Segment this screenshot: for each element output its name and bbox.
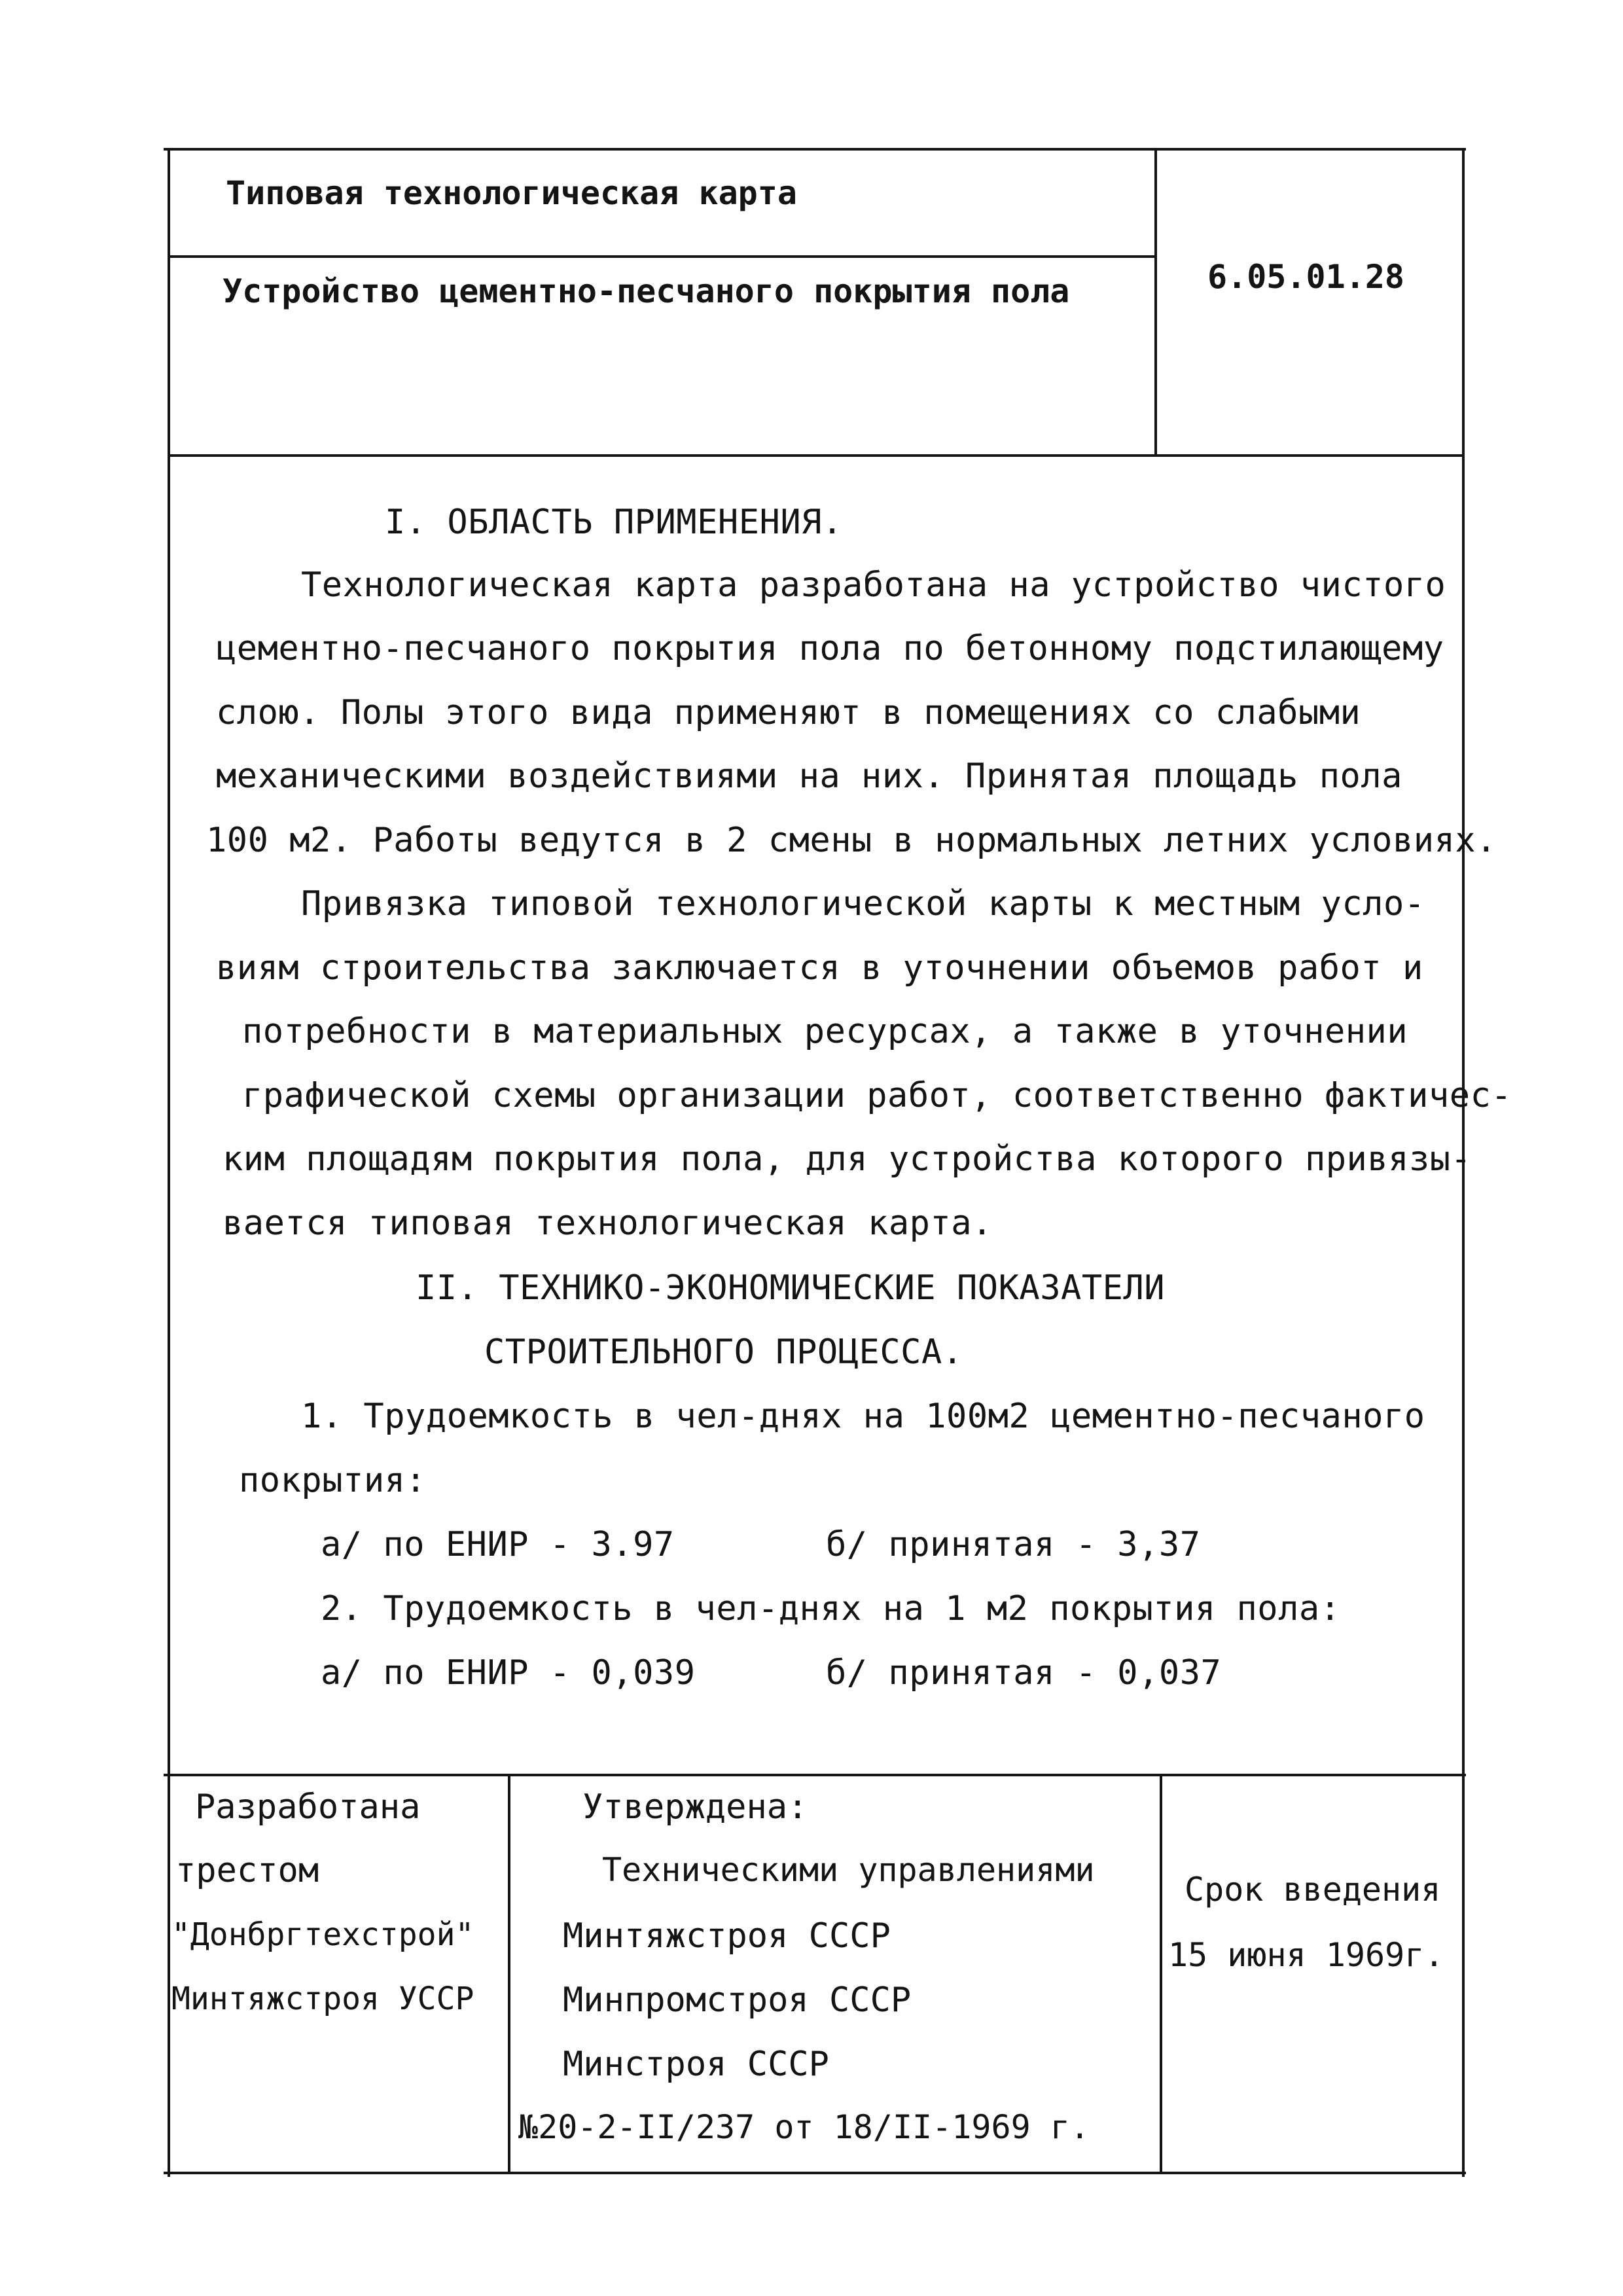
footer-divider-2 — [1160, 1774, 1162, 2173]
approval-line: №20-2-II/237 от 18/II-1969 г. — [518, 2108, 1090, 2146]
approval-line: Утверждена: — [582, 1787, 808, 1827]
approval-line: Техническими управлениями — [602, 1851, 1095, 1889]
header-row-divider — [168, 255, 1156, 258]
developer-line: Минтяжстроя УССР — [171, 1981, 474, 2017]
frame-top-line — [164, 148, 1466, 151]
approval-line: Минстроя СССР — [563, 2045, 829, 2084]
effective-label: Срок введения — [1185, 1871, 1441, 1909]
labor-item2: 2. Трудоемкость в чел-днях на 1 м2 покрытия пола: — [321, 1589, 1341, 1628]
section1-line: виям строительства заключается в уточнении объемов работ и — [216, 948, 1423, 988]
developer-line: "Донбргтехстрой" — [171, 1916, 474, 1953]
section1-line: цементно-песчаного покрытия пола по бетонному подстилающему — [216, 629, 1444, 668]
frame-bottom-line — [164, 2172, 1466, 2174]
approval-line: Минпромстроя СССР — [563, 1981, 912, 2020]
section1-line: Привязка типовой технологической карты к местным усло- — [301, 884, 1425, 924]
labor-item1-a: а/ по ЕНИР - 3.97 — [321, 1525, 675, 1564]
developer-line: трестом — [175, 1851, 319, 1890]
card-code: 6.05.01.28 — [1207, 258, 1405, 296]
footer-top-line — [164, 1774, 1466, 1776]
section1-line: 100 м2. Работы ведутся в 2 смены в нормальных летних условиях. — [206, 821, 1497, 860]
section2-heading-line1: II. ТЕХНИКО-ЭКОНОМИЧЕСКИЕ ПОКАЗАТЕЛИ — [416, 1268, 1166, 1308]
header-code-divider — [1154, 148, 1157, 457]
frame-left-line — [168, 148, 170, 2177]
section1-line: графической схемы организации работ, соответственно фактичес- — [242, 1076, 1512, 1115]
card-title: Устройство цементно-песчаного покрытия пола — [223, 272, 1070, 310]
section1-line: слою. Полы этого вида применяют в помещениях со слабыми — [216, 693, 1361, 732]
labor-item1-line2: покрытия: — [239, 1461, 427, 1500]
header-bottom-line — [168, 454, 1465, 457]
labor-item2-b: б/ принятая - 0,037 — [826, 1653, 1222, 1693]
section1-heading: I. ОБЛАСТЬ ПРИМЕНЕНИЯ. — [385, 503, 843, 542]
effective-date: 15 июня 1969г. — [1168, 1936, 1444, 1974]
section1-line: ким площадям покрытия пола, для устройства которого привязы- — [223, 1139, 1472, 1179]
labor-item1-line1: 1. Трудоемкость в чел-днях на 100м2 цементно-песчаного — [301, 1397, 1425, 1436]
card-type-label: Типовая технологическая карта — [226, 174, 797, 212]
section1-line: механическими воздействиями на них. Принятая площадь пола — [216, 757, 1402, 796]
approval-line: Минтяжстроя СССР — [563, 1916, 891, 1956]
labor-item2-a: а/ по ЕНИР - 0,039 — [321, 1653, 696, 1693]
developer-line: Разработана — [195, 1787, 421, 1827]
section1-line: потребности в материальных ресурсах, а также в уточнении — [242, 1012, 1408, 1051]
section2-heading-line2: СТРОИТЕЛЬНОГО ПРОЦЕССА. — [484, 1333, 963, 1372]
footer-divider-1 — [508, 1774, 510, 2173]
section1-line: Технологическая карта разработана на устройство чистого — [301, 565, 1446, 605]
labor-item1-b: б/ принятая - 3,37 — [826, 1525, 1201, 1564]
section1-line: вается типовая технологическая карта. — [223, 1204, 993, 1243]
